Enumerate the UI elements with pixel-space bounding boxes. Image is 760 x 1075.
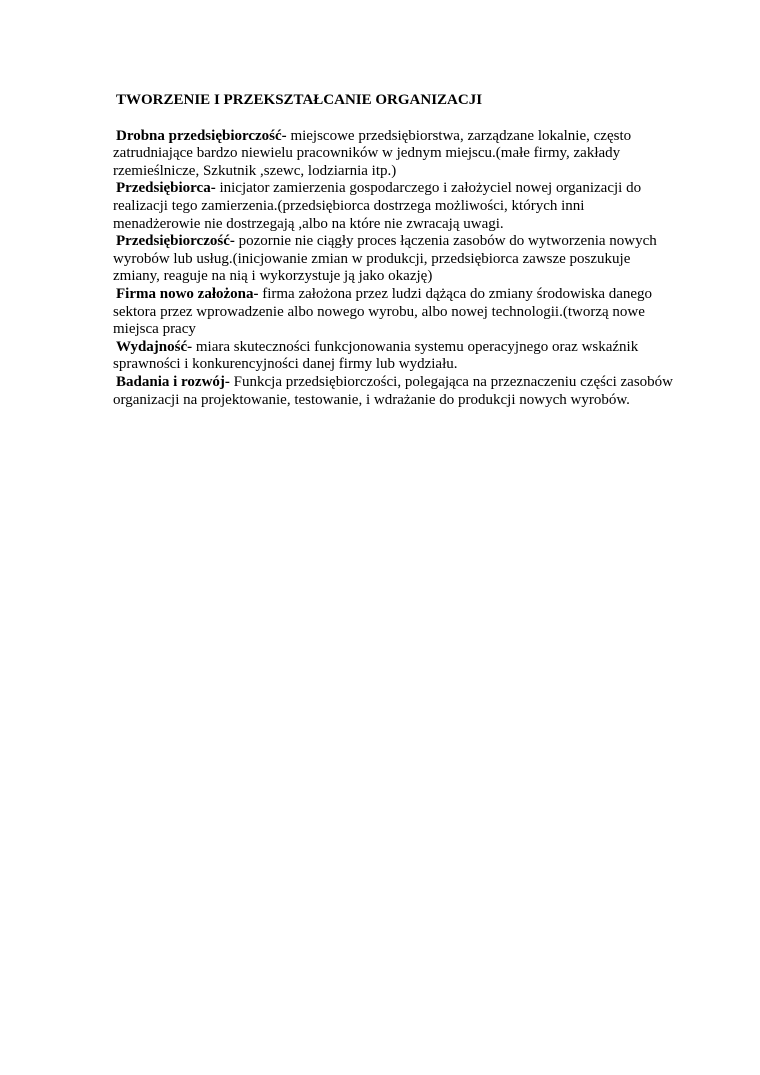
definition-entry — [113, 233, 673, 286]
definition-text: miara skuteczności funkcjonowania systemu operacyjnego oraz wskaźnik sprawności i konkurencyjności danej firmy lub wydziału. — [113, 338, 639, 373]
definition-text: firma założona przez ludzi dążąca do zmiany środowiska danego sektora przez wprowadzenie albo nowego wyrobu, albo nowej technologii.(tworzą nowe miejsca pracy — [113, 285, 653, 338]
definition-term: Przedsiębiorczość- — [116, 233, 235, 250]
definition-text: inicjator zamierzenia gospodarczego i założyciel nowej organizacji do realizacji tego zamierzenia.(przedsiębiorca dostrzega możliwości, których inni menadżerowie nie dostrzegają ,albo na które nie zwracają uwagi. — [113, 180, 642, 232]
definition-text: Funkcja przedsiębiorczości, polegająca na przeznaczeniu części zasobów organizacji na projektowanie, testowanie, i wdrażanie do produkcji nowych wyrobów. — [113, 373, 674, 408]
definition-entry — [113, 128, 673, 181]
definition-term: Firma nowo założona- — [116, 285, 259, 302]
definition-term: Badania i rozwój- — [116, 373, 230, 390]
definition-term: Drobna przedsiębiorczość- — [116, 127, 287, 144]
document-title: TWORZENIE I PRZEKSZTAŁCANIE ORGANIZACJI — [116, 92, 483, 108]
definition-text: pozornie nie ciągły proces łączenia zasobów do wytworzenia nowych wyrobów lub usług.(inicjowanie zmian w produkcji, przedsiębiorca zawsze poszukuje zmiany, reaguje na nią i wykorzystuje ją jako okazję) — [113, 233, 657, 285]
definition-term: Przedsiębiorca- — [116, 180, 216, 197]
document-body — [113, 92, 673, 409]
definition-entry — [113, 339, 673, 374]
definition-entry — [113, 374, 673, 409]
definition-entry — [113, 180, 673, 233]
definition-text: miejscowe przedsiębiorstwa, zarządzane lokalnie, często zatrudniające bardzo niewielu pracowników w jednym miejscu.(małe firmy, zakłady rzemieślnicze, Szkutnik ,szewc, lodziarnia itp.) — [113, 127, 632, 179]
definition-entry — [113, 286, 673, 339]
definition-term: Wydajność- — [116, 338, 193, 355]
